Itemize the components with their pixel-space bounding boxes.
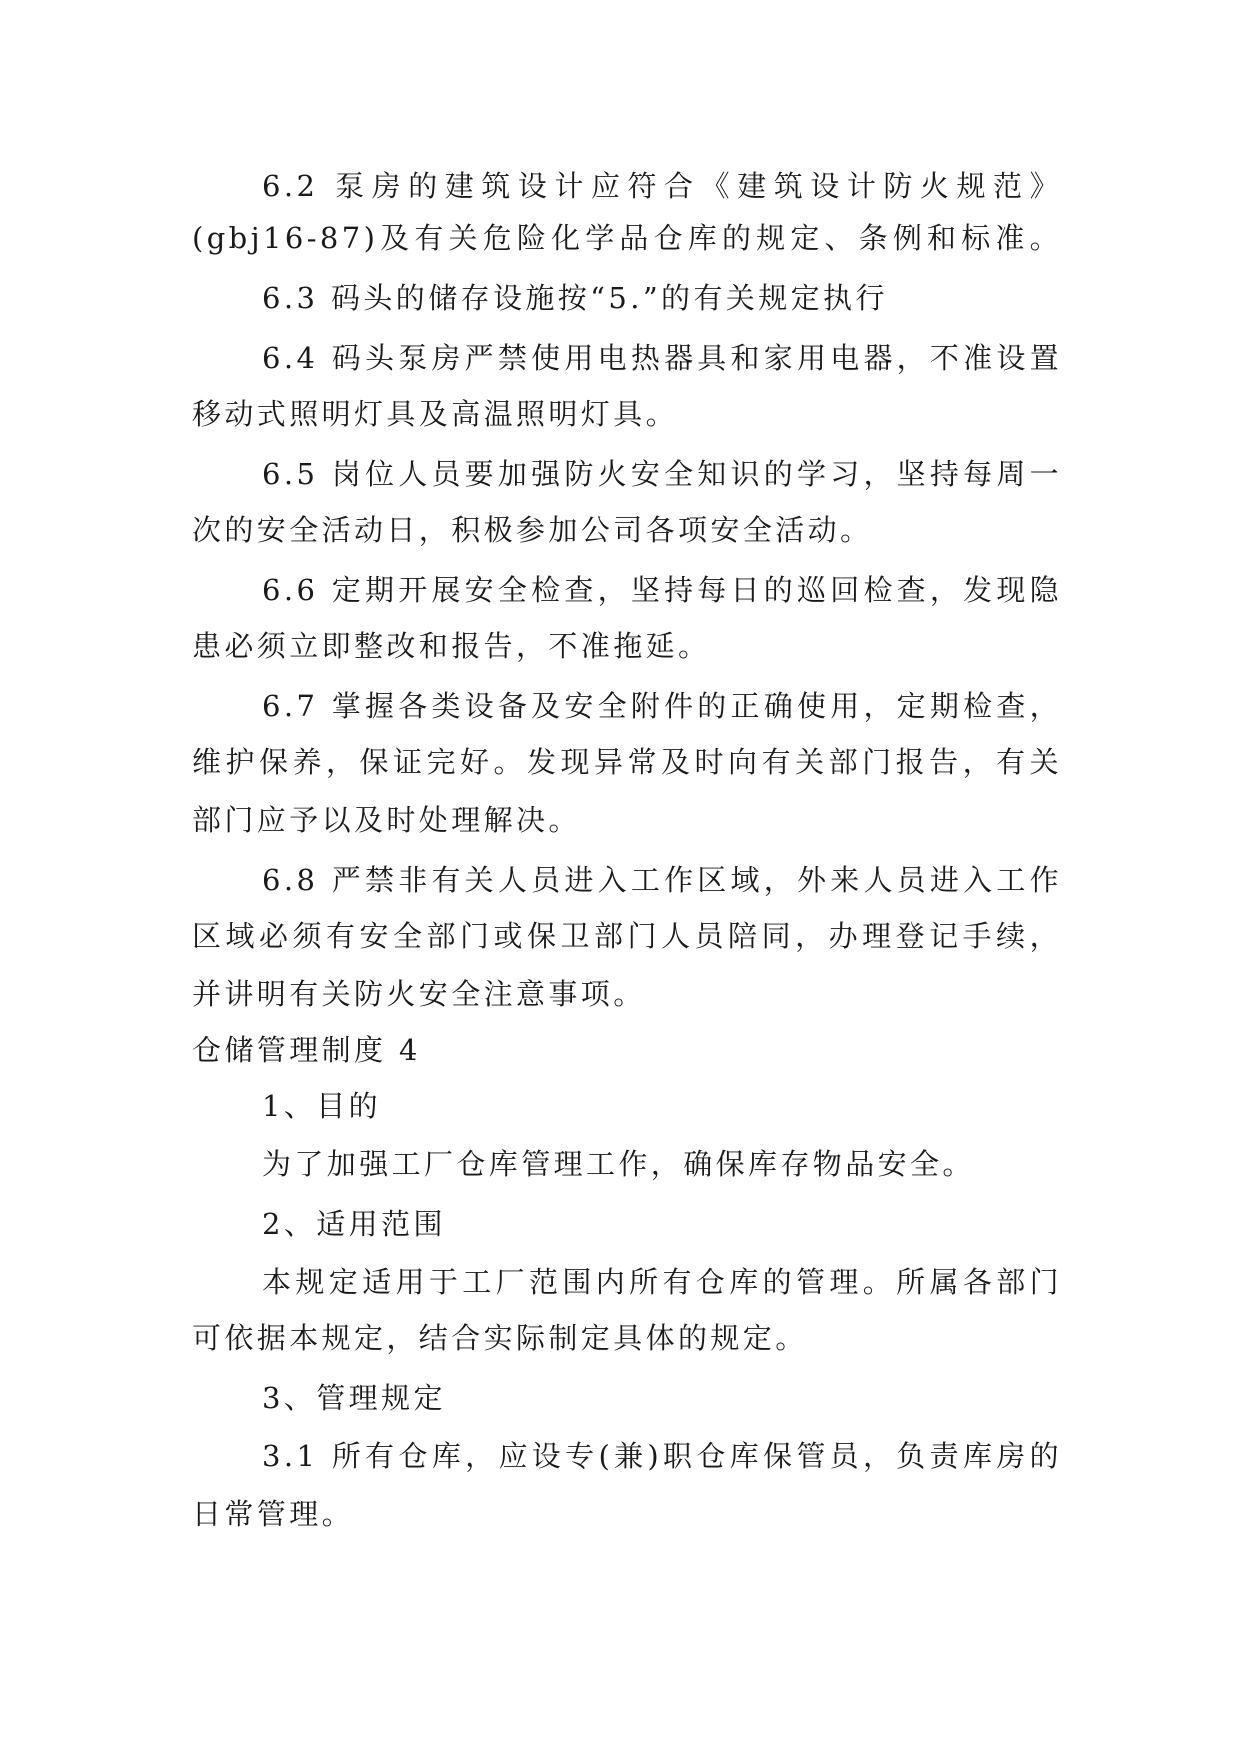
- text-line: 患必须立即整改和报告，不准拖延。: [192, 629, 711, 663]
- text-line: 本规定适用于工厂范围内所有仓库的管理。所属各部门: [262, 1265, 1062, 1299]
- text-line: (gbj16-87)及有关危险化学品仓库的规定、条例和标准。: [192, 221, 1062, 255]
- text-line: 3.1 所有仓库，应设专(兼)职仓库保管员，负责库房的: [262, 1439, 1062, 1473]
- section-title: 仓储管理制度 4: [192, 1033, 421, 1067]
- text-line: 6.4 码头泵房严禁使用电热器具和家用电器，不准设置: [262, 341, 1062, 375]
- text-line: 6.7 掌握各类设备及安全附件的正确使用，定期检查，: [262, 689, 1062, 723]
- text-line: 6.5 岗位人员要加强防火安全知识的学习，坚持每周一: [262, 457, 1062, 491]
- text-line: 并讲明有关防火安全注意事项。: [192, 977, 646, 1011]
- text-line: 6.2 泵房的建筑设计应符合《建筑设计防火规范》: [262, 169, 1062, 203]
- text-line: 日常管理。: [192, 1497, 355, 1531]
- section-heading: 2、适用范围: [262, 1207, 446, 1241]
- text-line: 维护保养，保证完好。发现异常及时向有关部门报告，有关: [192, 745, 1062, 779]
- text-line: 6.6 定期开展安全检查，坚持每日的巡回检查，发现隐: [262, 573, 1062, 607]
- text-line: 区域必须有安全部门或保卫部门人员陪同，办理登记手续，: [192, 919, 1062, 953]
- text-line: 次的安全活动日，积极参加公司各项安全活动。: [192, 513, 873, 547]
- section-heading: 3、管理规定: [262, 1381, 446, 1415]
- text-line: 为了加强工厂仓库管理工作，确保库存物品安全。: [262, 1147, 975, 1181]
- text-line: 移动式照明灯具及高温照明灯具。: [192, 397, 679, 431]
- text-line: 6.3 码头的储存设施按“5.”的有关规定执行: [262, 281, 888, 315]
- text-line: 6.8 严禁非有关人员进入工作区域，外来人员进入工作: [262, 863, 1062, 897]
- text-line: 部门应予以及时处理解决。: [192, 803, 581, 837]
- text-line: 可依据本规定，结合实际制定具体的规定。: [192, 1321, 808, 1355]
- section-heading: 1、目的: [262, 1089, 382, 1123]
